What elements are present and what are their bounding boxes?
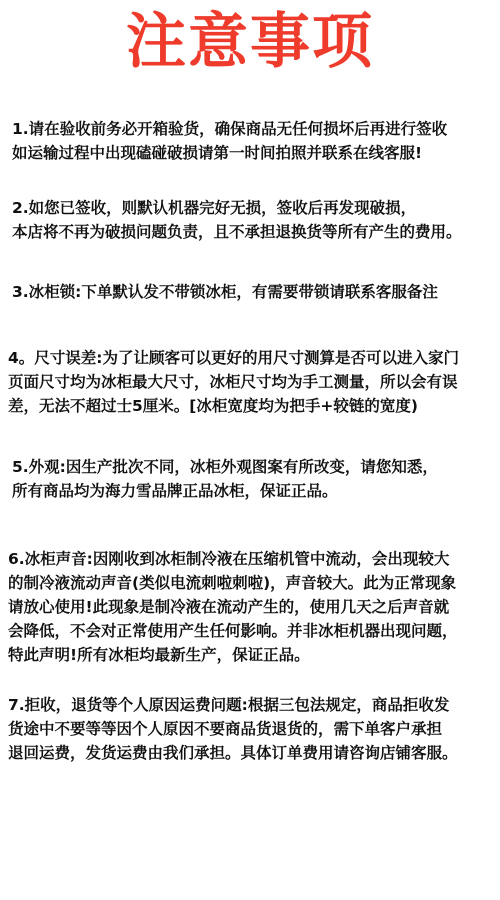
notice-line: 特此声明!所有冰柜均最新生产，保证正品。 [8,646,310,664]
notice-line: 4。尺寸误差:为了让顾客可以更好的用尺寸测算是否可以进入家门 [8,349,459,367]
notice-line: 6.冰柜声音:因刚收到冰柜制冷液在压缩机管中流动，会出现较大 [8,550,450,568]
notice-line: 货途中不要等等因个人原因不要商品货退货的，需下单客户承担 [8,720,443,738]
notice-item-5 [12,455,438,503]
notice-line: 差，无法不超过士5厘米。[冰柜宽度均为把手+较链的宽度) [8,397,418,415]
notice-line: 1.请在验收前务必开箱验货，确保商品无任何损坏后再进行签收 [12,120,448,138]
notice-line: 如运输过程中出现磕碰破损请第一时间拍照并联系在线客服! [12,144,423,162]
notice-line: 的制冷液流动声音(类似电流刺啦刺啦)，声音较大。此为正常现象 [8,574,457,592]
page-title: 注意事项 [126,7,374,77]
notice-item-3 [12,280,438,304]
notice-line: 请放心使用!此现象是制冷液在流动产生的，使用几天之后声音就 [8,598,450,616]
notice-item-2 [12,196,462,244]
notice-line: 会降低，不会对正常使用产生任何影响。并非冰柜机器出现问题， [8,622,458,640]
notice-line: 7.拒收，退货等个人原因运费问题:根据三包法规定，商品拒收发 [8,696,450,714]
notice-line: 2.如您已签收，则默认机器完好无损，签收后再发现破损， [12,199,417,217]
notice-item-7 [8,693,458,765]
notice-line: 页面尺寸均为冰柜最大尺寸，冰柜尺寸均为手工测量，所以会有误 [8,373,458,391]
notice-item-6 [8,547,458,667]
notice-item-4 [8,346,459,418]
notice-line: 3.冰柜锁:下单默认发不带锁冰柜，有需要带锁请联系客服备注 [12,283,438,301]
notice-line: 所有商品均为海力雪品牌正品冰柜，保证正品。 [12,482,338,500]
notice-item-1 [12,117,447,165]
notice-line: 5.外观:因生产批次不同，冰柜外观图案有所改变，请您知悉， [12,458,438,476]
notice-line: 本店将不再为破损问题负责，且不承担退换货等所有产生的费用。 [12,223,462,241]
notice-line: 退回运费，发货运费由我们承担。具体订单费用请咨询店铺客服。 [8,744,458,762]
